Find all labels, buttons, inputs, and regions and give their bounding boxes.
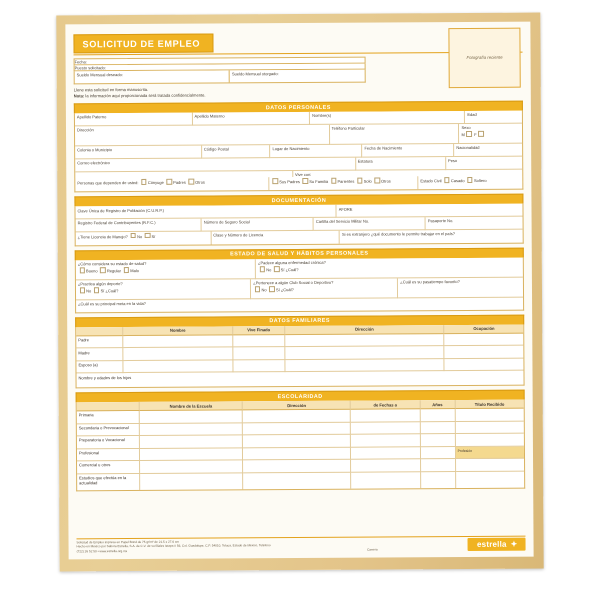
field-apellido-materno[interactable] — [193, 112, 311, 126]
salary-row — [74, 70, 366, 84]
cell-fechas-secundaria[interactable] — [351, 422, 420, 435]
cell-direccion-comercial[interactable] — [244, 460, 352, 473]
brand-name: estrella — [476, 539, 507, 549]
field-telefono-particular[interactable] — [330, 124, 460, 145]
cell-nombre-esposo[interactable] — [124, 360, 234, 373]
label-deporte-q: ¿Practica algún deporte? — [77, 281, 123, 287]
field-vive-con[interactable] — [269, 177, 418, 191]
cell-direccion-padre[interactable] — [285, 334, 444, 347]
checkbox-sexo-m[interactable] — [466, 131, 471, 136]
field-nombres[interactable] — [310, 111, 465, 125]
label-cartilla: Cartilla del Servicio Militar No. — [315, 218, 370, 225]
label-club-no: No — [261, 287, 267, 293]
form-header — [73, 30, 522, 60]
label-licencia-q: ¿Tiene Licencia de Manejo? — [77, 234, 128, 240]
dp-row-5 — [75, 176, 522, 192]
field-lugar-nacimiento[interactable] — [271, 145, 363, 158]
cell-direccion-preparatoria[interactable] — [243, 435, 351, 448]
cell-titulo-preparatoria[interactable] — [456, 434, 524, 447]
footer-legal-text — [77, 539, 277, 554]
cell-escuela-profesional[interactable] — [140, 448, 244, 461]
doc-row-3 — [76, 230, 523, 246]
cell-anos-actual[interactable] — [421, 472, 456, 489]
body-datos-personales — [74, 111, 523, 193]
field-personas-dependen[interactable] — [75, 177, 269, 191]
cell-escuela-primaria[interactable] — [140, 411, 244, 424]
label-lugar-nacimiento: Lugar de Nacimiento — [272, 146, 310, 152]
label-apellido-paterno: Apellido Paterno — [76, 114, 107, 120]
cell-ocupacion-madre[interactable] — [445, 346, 524, 359]
row-label-actualidad: Estudios que efectúa en la actualidad — [77, 474, 140, 491]
checkbox-dependen-padres[interactable] — [167, 179, 172, 184]
label-peso: Peso — [448, 157, 458, 164]
checkbox-salud-malo[interactable] — [124, 267, 129, 272]
checkbox-club-no[interactable] — [255, 287, 260, 292]
label-documento-extranjero: Si es extranjero ¿qué documento le permite trabajar en el país? — [341, 231, 455, 237]
label-fecha: Fecha: — [74, 59, 87, 65]
field-sueldo-otorgado[interactable] — [230, 70, 365, 83]
row-label-primaria: Primaria — [77, 411, 140, 424]
table-row-hijos[interactable] — [76, 371, 523, 388]
body-escolaridad — [76, 400, 526, 492]
checkbox-dependen-otros[interactable] — [189, 179, 194, 184]
field-clase-licencia[interactable] — [211, 231, 340, 245]
cell-vive-finado-madre[interactable] — [233, 347, 285, 360]
footer-line-2: Hecho en México por Sabora Estrella, S.A. de C.V. de su filiales Iztapa # 56, Col. Guadalupe, C.P. 54010, Toluca, Estado de México, Teléfono (722) 26 52 50 • www.estrella.org.mx — [76, 543, 271, 553]
cell-escuela-secundaria[interactable] — [140, 423, 244, 436]
cell-fechas-actual[interactable] — [351, 472, 420, 489]
checkbox-salud-regular[interactable] — [100, 267, 105, 272]
row-label-esposo: Esposo (a) — [76, 361, 123, 374]
section-salud — [75, 247, 524, 313]
cell-fechas-primaria[interactable] — [351, 409, 420, 422]
note-line-2 — [74, 91, 366, 99]
table-row[interactable] — [77, 471, 524, 490]
body-datos-familiares — [75, 325, 524, 389]
label-nss: Número de Seguro Social — [203, 219, 250, 225]
cell-ocupacion-esposo[interactable] — [445, 358, 524, 371]
col-spacer — [76, 327, 123, 336]
label-direccion: Dirección — [76, 127, 94, 133]
brand-logo — [468, 538, 526, 551]
label-enfermedad-q: ¿Padece alguna enfermedad crónica? — [258, 260, 326, 266]
section-datos-personales — [74, 101, 524, 193]
cell-direccion-profesional[interactable] — [243, 447, 351, 460]
dp-row-2 — [75, 124, 522, 147]
field-edad[interactable] — [465, 111, 522, 124]
checkbox-vive-su-familia[interactable] — [303, 178, 308, 183]
star-icon: ✦ — [510, 539, 518, 549]
cell-anos-preparatoria[interactable] — [421, 434, 456, 447]
body-salud — [75, 258, 524, 314]
label-malo: Malo — [130, 268, 139, 274]
cell-nombre-padre[interactable] — [124, 335, 234, 348]
cell-profesion-badge[interactable] — [456, 446, 524, 459]
label-afore: AFORE — [338, 206, 353, 212]
label-clase-licencia: Clase y Número de Licencia — [213, 232, 264, 238]
label-codigo-postal: Código Postal — [203, 146, 229, 152]
col-nombre: Nombre — [124, 326, 234, 336]
cell-titulo-secundaria[interactable] — [455, 421, 523, 434]
col-ocupacion: Ocupación — [445, 325, 524, 334]
row-label-profesional: Profesional — [77, 449, 140, 462]
label-sexo-f: F — [474, 132, 477, 138]
top-fields-group — [74, 57, 366, 100]
checkbox-sexo-f[interactable] — [478, 131, 483, 136]
label-parientes: Parientes — [337, 179, 355, 185]
label-sexo: Sexo — [461, 125, 471, 131]
label-deporte-si: Sí ¿Cuál? — [100, 288, 119, 294]
field-rfc[interactable] — [76, 219, 202, 233]
field-sexo[interactable] — [459, 124, 522, 144]
checkbox-club-si[interactable] — [269, 286, 274, 291]
note-line-1: Llene esta solicitud en forma manuscrita. — [73, 86, 149, 93]
label-estatura: Estatura — [357, 158, 373, 164]
footer-center-text: Carrera — [367, 547, 378, 552]
cell-direccion-primaria[interactable] — [243, 410, 351, 423]
checkbox-enfermedad-si[interactable] — [274, 266, 279, 271]
label-su-familia: Su Familia — [309, 179, 329, 185]
label-meta-vida: ¿Cuál es su principal meta en la vida? — [78, 301, 146, 307]
body-documentacion — [74, 204, 523, 246]
row-label-secundaria: Secundaria o Prevocacional — [77, 424, 140, 437]
paper-sheet — [56, 13, 543, 572]
heading-escolaridad: ESCOLARIDAD — [76, 390, 525, 403]
col-direccion: Dirección — [285, 325, 444, 335]
checkbox-licencia-no[interactable] — [130, 233, 135, 238]
label-vive-con: Vive con: — [295, 171, 312, 177]
cell-direccion-secundaria[interactable] — [243, 422, 351, 435]
checkbox-vive-parientes[interactable] — [331, 178, 336, 183]
cell-ocupacion-padre[interactable] — [445, 333, 524, 346]
field-licencia-manejo[interactable] — [76, 231, 212, 245]
label-pasaporte: Pasaporte No. — [427, 218, 454, 224]
checkbox-dependen-conyuge[interactable] — [141, 179, 146, 184]
label-sexo-m: M — [461, 132, 465, 138]
field-fecha-nacimiento[interactable] — [362, 144, 454, 157]
field-estado-salud[interactable] — [76, 259, 256, 280]
label-dependen: Personas que dependen de usted: — [77, 180, 139, 186]
label-deporte-no: No — [86, 288, 92, 294]
label-otros-vive: Otros — [380, 178, 391, 185]
checkbox-vive-otros[interactable] — [374, 178, 379, 183]
col-anos: Años — [420, 400, 455, 409]
col-nombre-escuela: Nombre de la Escuela — [140, 402, 244, 412]
checkbox-deporte-no[interactable] — [80, 288, 85, 293]
field-club[interactable] — [251, 278, 398, 299]
checkbox-vive-sus-padres[interactable] — [273, 179, 278, 184]
label-conyuge: Cónyuge — [147, 180, 164, 186]
label-puesto: Puesto solicitado: — [74, 65, 107, 71]
salud-row-2 — [76, 278, 523, 301]
photo-placeholder-box — [448, 28, 520, 88]
note-bold: Nota: — [73, 93, 85, 99]
cell-escuela-preparatoria[interactable] — [140, 436, 244, 449]
field-codigo-postal[interactable] — [202, 145, 271, 158]
field-estatura[interactable] — [356, 157, 446, 170]
section-escolaridad — [76, 390, 526, 492]
col-row-label — [77, 402, 140, 411]
label-pasatiempo: ¿Cuál es su pasatiempo favorito? — [400, 279, 460, 285]
label-correo: Correo electrónico — [77, 160, 110, 166]
printed-form-area — [65, 22, 533, 560]
cell-direccion-actual[interactable] — [244, 472, 352, 489]
checkbox-enfermedad-no[interactable] — [260, 266, 265, 271]
cell-nombre-madre[interactable] — [124, 348, 234, 361]
checkbox-vive-solo[interactable] — [357, 178, 362, 183]
label-telefono: Teléfono Particular — [331, 125, 365, 131]
field-afore[interactable] — [337, 204, 523, 218]
cell-direccion-madre[interactable] — [285, 346, 444, 359]
footer — [77, 537, 526, 553]
label-bueno: Bueno — [86, 268, 98, 274]
label-licencia-si: Sí — [151, 234, 156, 240]
cell-vive-finado-esposo[interactable] — [233, 360, 285, 373]
label-rfc: Registro Federal de Contribuyentes (R.F.C.) — [77, 220, 156, 226]
heading-datos-familiares: DATOS FAMILIARES — [75, 314, 524, 327]
field-cartilla-militar[interactable] — [314, 217, 426, 230]
field-estado-civil[interactable] — [418, 176, 522, 190]
cell-titulo-primaria[interactable] — [455, 409, 523, 422]
cell-titulo-actual[interactable] — [456, 471, 524, 488]
cell-anos-secundaria[interactable] — [420, 422, 455, 435]
label-estado-salud: ¿Cómo considera su estado de salud? — [77, 261, 147, 267]
label-sueldo-deseado: Sueldo Mensual deseado: — [76, 72, 123, 78]
label-padres: Padres — [173, 180, 186, 186]
field-nss[interactable] — [202, 218, 314, 231]
heading-salud: ESTADO DE SALUD Y HÁBITOS PERSONALES — [75, 247, 524, 260]
cell-titulo-comercial[interactable] — [456, 459, 524, 472]
field-nacionalidad[interactable] — [454, 144, 522, 157]
cell-vive-finado-padre[interactable] — [233, 335, 285, 348]
row-label-preparatoria: Preparatoria o Vocacional — [77, 436, 140, 449]
col-vive-finado: Vive Finado — [233, 326, 285, 335]
cell-fechas-comercial[interactable] — [351, 460, 420, 473]
checkbox-deporte-si[interactable] — [94, 288, 99, 293]
col-fechas: de Fechas a — [351, 401, 420, 410]
heading-datos-personales: DATOS PERSONALES — [74, 101, 523, 114]
field-apellido-paterno[interactable] — [75, 113, 193, 127]
label-apellido-materno: Apellido Materno — [194, 113, 225, 119]
label-licencia-no: No — [137, 234, 143, 240]
cell-fechas-preparatoria[interactable] — [351, 434, 420, 447]
note-text: la información aquí proporcionada será tratada confidencialmente. — [84, 92, 206, 99]
salud-row-3 — [76, 298, 523, 313]
section-datos-familiares — [75, 314, 524, 388]
field-documento-extranjero[interactable] — [340, 230, 523, 244]
label-club-si: Sí ¿Cuál? — [275, 287, 294, 293]
col-titulo: Título Recibido — [455, 400, 523, 409]
checkbox-licencia-si[interactable] — [145, 233, 150, 238]
label-estado-civil: Estado Civil — [420, 178, 442, 184]
field-pasatiempo[interactable] — [398, 278, 523, 299]
cell-anos-comercial[interactable] — [421, 459, 456, 472]
checkbox-salud-bueno[interactable] — [79, 268, 84, 273]
label-club-q: ¿Pertenece a algún Club Social o Deportivo? — [253, 279, 334, 286]
label-colonia: Colonia o Municipio — [77, 147, 113, 153]
cell-direccion-esposo[interactable] — [285, 359, 444, 372]
cell-escuela-actual[interactable] — [140, 473, 244, 490]
field-colonia[interactable] — [75, 146, 202, 160]
col-direccion-escuela: Dirección — [243, 401, 351, 411]
photo-placeholder-label: Fotografía reciente — [466, 54, 503, 60]
checkbox-soltero[interactable] — [467, 177, 472, 182]
label-sueldo-otorgado: Sueldo Mensual otorgado: — [231, 71, 279, 77]
footer-line-1: Solicitud de Empleo impresa en Papel Bond de 75 gr/m² de 21.5 x 27.6 cm — [76, 539, 180, 544]
employment-application-form — [73, 30, 525, 554]
field-direccion[interactable] — [75, 125, 330, 147]
field-hijos[interactable]: Nombre y edades de los hijos — [78, 374, 132, 380]
label-soltero: Soltero — [473, 178, 487, 184]
label-curp: Clave Única de Registro de Población (C.U.R.P.) — [77, 207, 164, 213]
row-label-padre: Padre — [76, 336, 123, 349]
field-pasaporte[interactable] — [426, 217, 523, 230]
label-profesion: Profesión — [457, 448, 473, 453]
field-meta-vida[interactable] — [76, 298, 523, 313]
heading-documentacion: DOCUMENTACIÓN — [74, 194, 523, 207]
cell-anos-profesional[interactable] — [421, 447, 456, 460]
label-enfermedad-no: No — [266, 267, 272, 273]
cell-escuela-comercial[interactable] — [140, 461, 244, 474]
checkbox-casado[interactable] — [444, 178, 449, 183]
field-enfermedad-cronica[interactable] — [256, 258, 523, 280]
cell-fechas-profesional[interactable] — [351, 447, 420, 460]
field-sueldo-deseado[interactable] — [75, 70, 230, 83]
label-solo: Solo — [363, 179, 372, 185]
row-label-comercial: Comercial u otros — [77, 461, 140, 474]
field-deporte[interactable] — [76, 279, 251, 300]
label-nacionalidad: Nacionalidad — [456, 145, 480, 151]
label-fecha-nacimiento: Fecha de Nacimiento — [364, 145, 403, 151]
instructions-note — [74, 85, 366, 99]
label-regular: Regular — [106, 268, 121, 274]
cell-anos-primaria[interactable] — [420, 409, 455, 422]
page-title: SOLICITUD DE EMPLEO — [73, 34, 213, 54]
field-peso[interactable] — [446, 156, 522, 169]
row-label-madre: Madre — [76, 348, 123, 361]
label-sus-padres: Sus Padres — [279, 179, 300, 185]
label-casado: Casado — [450, 178, 465, 184]
label-enfermedad-si: Sí ¿Cuál? — [280, 267, 299, 273]
label-otros: Otros — [195, 180, 205, 186]
label-edad: Edad — [467, 112, 477, 118]
label-nombres: Nombre(s) — [312, 113, 332, 119]
section-documentacion — [74, 194, 523, 246]
salud-row-1 — [76, 258, 523, 281]
